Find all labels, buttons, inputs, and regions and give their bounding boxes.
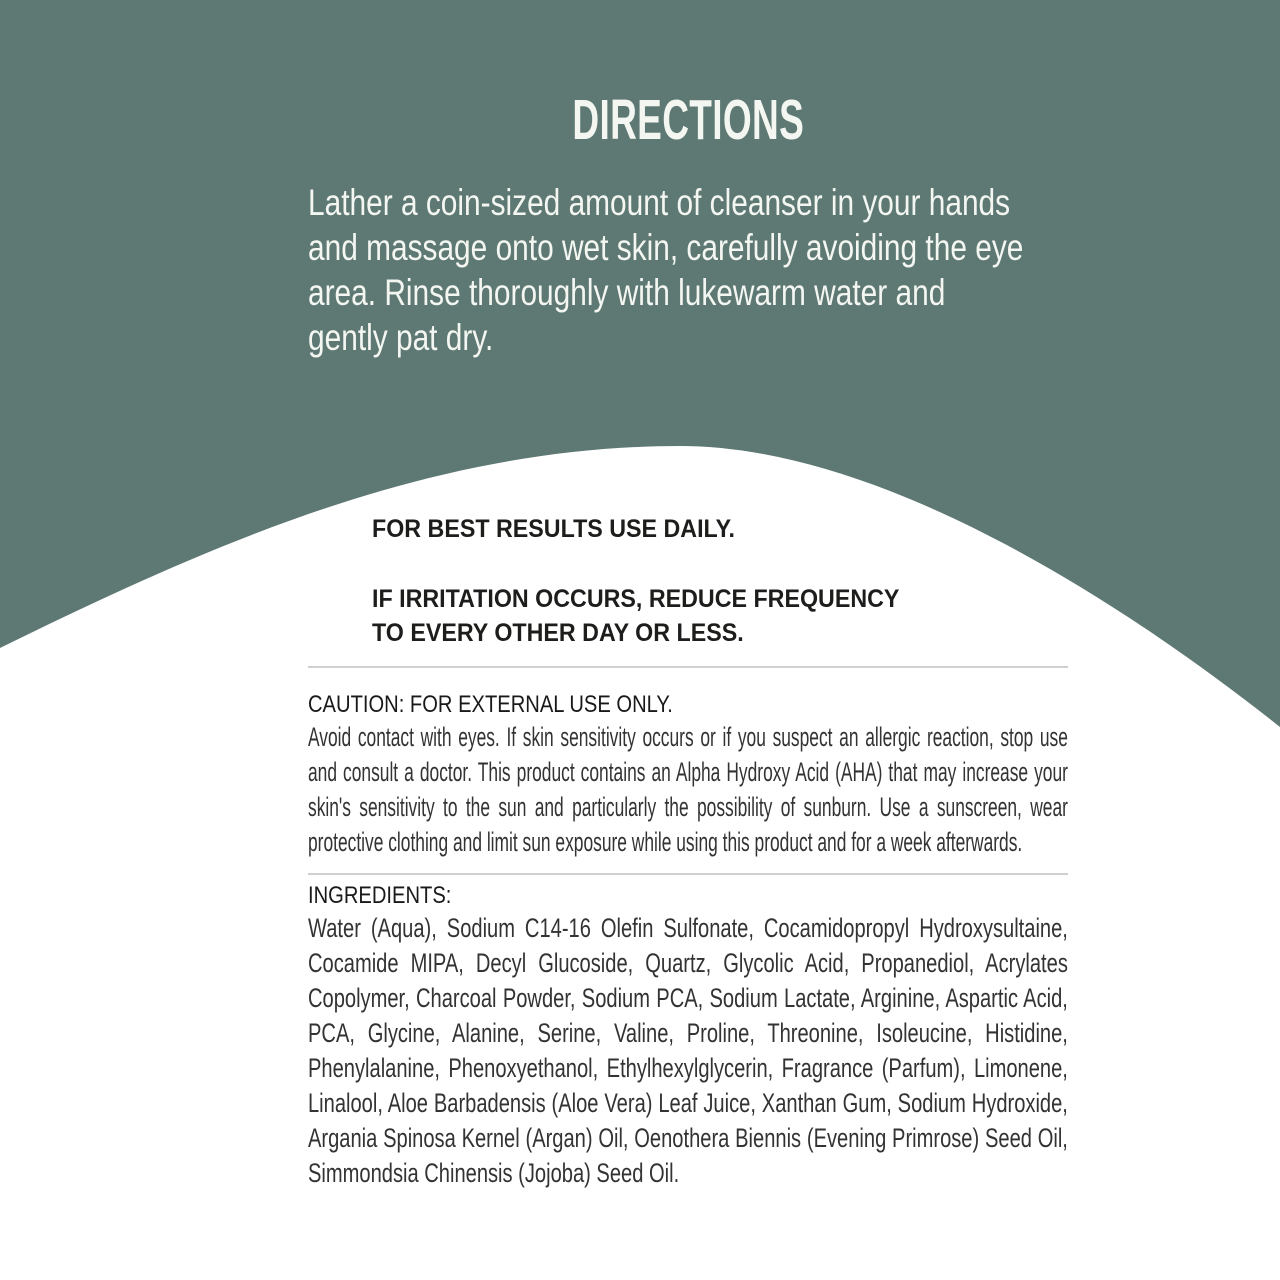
divider-bottom [308, 873, 1068, 875]
directions-text: Lather a coin-sized amount of cleanser in your hands and massage onto wet skin, carefully avoiding the eye area. Rinse thoroughly with lukewarm water and gently pat dry. [308, 182, 1024, 358]
irritation-note-line2: TO EVERY OTHER DAY OR LESS. [372, 619, 744, 647]
divider-top [308, 666, 1068, 668]
irritation-note-line1: IF IRRITATION OCCURS, REDUCE FREQUENCY [372, 585, 900, 613]
directions-title-text: DIRECTIONS [572, 88, 804, 152]
daily-usage-note: FOR BEST RESULTS USE DAILY. [372, 515, 736, 543]
directions-title [308, 88, 1068, 152]
caution-text: Avoid contact with eyes. If skin sensitivity occurs or if you suspect an allergic reaction, stop use and consult a doctor. This product contains an Alpha Hydroxy Acid (AHA) that may increase your skin's sensitivity to the sun and particularly the possibility of sunburn. Use a sunscreen, wear protective clothing and limit sun exposure while using this product and for a week afterwards. [308, 722, 1068, 857]
caution-heading: CAUTION: FOR EXTERNAL USE ONLY. [308, 691, 673, 718]
ingredients-text: Water (Aqua), Sodium C14-16 Olefin Sulfonate, Cocamidopropyl Hydroxysultaine, Cocamide MIPA, Decyl Glucoside, Quartz, Glycolic Acid, Propanediol, Acrylates Copolymer, Charcoal Powder, Sodium PCA, Sodium Lactate, Arginine, Aspartic Acid, PCA, Glycine, Alanine, Serine, Valine, Proline, Threonine, Isoleucine, Histidine, Phenylalanine, Phenoxyethanol, Ethylhexylglycerin, Fragrance (Parfum), Limonene, Linalool, Aloe Barbadensis (Aloe Vera) Leaf Juice, Xanthan Gum, Sodium Hydroxide, Argania Spinosa Kernel (Argan) Oil, Oenothera Biennis (Evening Primrose) Seed Oil, Simmondsia Chinensis (Jojoba) Seed Oil. [308, 913, 1068, 1188]
label-content-column [308, 0, 1068, 1191]
ingredients-heading: INGREDIENTS: [308, 882, 452, 909]
